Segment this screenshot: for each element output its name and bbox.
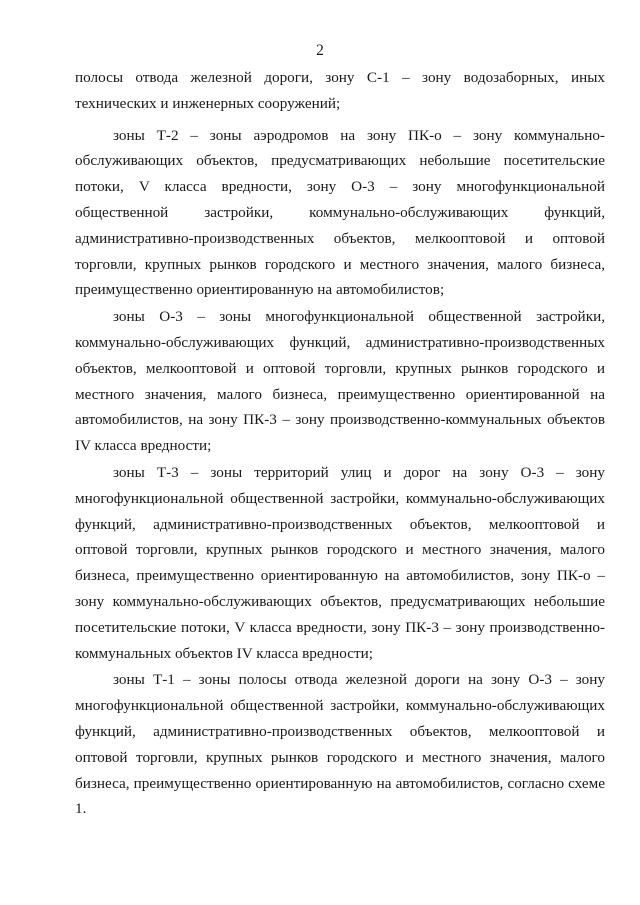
document-body [75,65,605,822]
paragraph-continuation: полосы отвода железной дороги, зону С-1 – зону водозаборных, иных технических и инженерных сооружений; [75,69,605,112]
paragraph-zone-t3: зоны Т-3 – зоны территорий улиц и дорог на зону О-3 – зону многофункциональной общественной застройки, коммунально-обслуживающих функций, административно-производственных объектов, мелкооптовой и оптовой торговли, крупных рынков городского и местного значения, малого бизнеса, преимущественно ориентированную на автомобилистов, зону ПК-о – зону коммунально-обслуживающих объектов, предусматривающих небольшие посетительские потоки, V класса вредности, зону ПК-3 – зону производственно-коммунальных объектов IV класса вредности; [75,463,605,662]
paragraph-zone-t2: зоны Т-2 – зоны аэродромов на зону ПК-о – зону коммунально-обслуживающих объектов, предусматривающих небольшие посетительские потоки, V класса вредности, зону О-3 – зону многофункциональной общественной застройки, коммунально-обслуживающих функций, административно-производственных объектов, мелкооптовой и оптовой торговли, крупных рынков городского и местного значения, малого бизнеса, преимущественно ориентированную на автомобилистов; [75,126,605,299]
paragraph-zone-t1: зоны Т-1 – зоны полосы отвода железной дороги на зону О-3 – зону многофункциональной общественной застройки, коммунально-обслуживающих функций, административно-производственных объектов, мелкооптовой и оптовой торговли, крупных рынков городского и местного значения, малого бизнеса, преимущественно ориентированную на автомобилистов, согласно схеме 1. [75,671,605,818]
page-number: 2 [316,42,324,59]
paragraph-zone-o3: зоны О-3 – зоны многофункциональной общественной застройки, коммунально-обслуживающих функций, административно-производственных объектов, мелкооптовой и оптовой торговли, крупных рынков городского и местного значения, малого бизнеса, преимущественно ориентированной на автомобилистов, на зону ПК-3 – зону производственно-коммунальных объектов IV класса вредности; [75,308,605,455]
